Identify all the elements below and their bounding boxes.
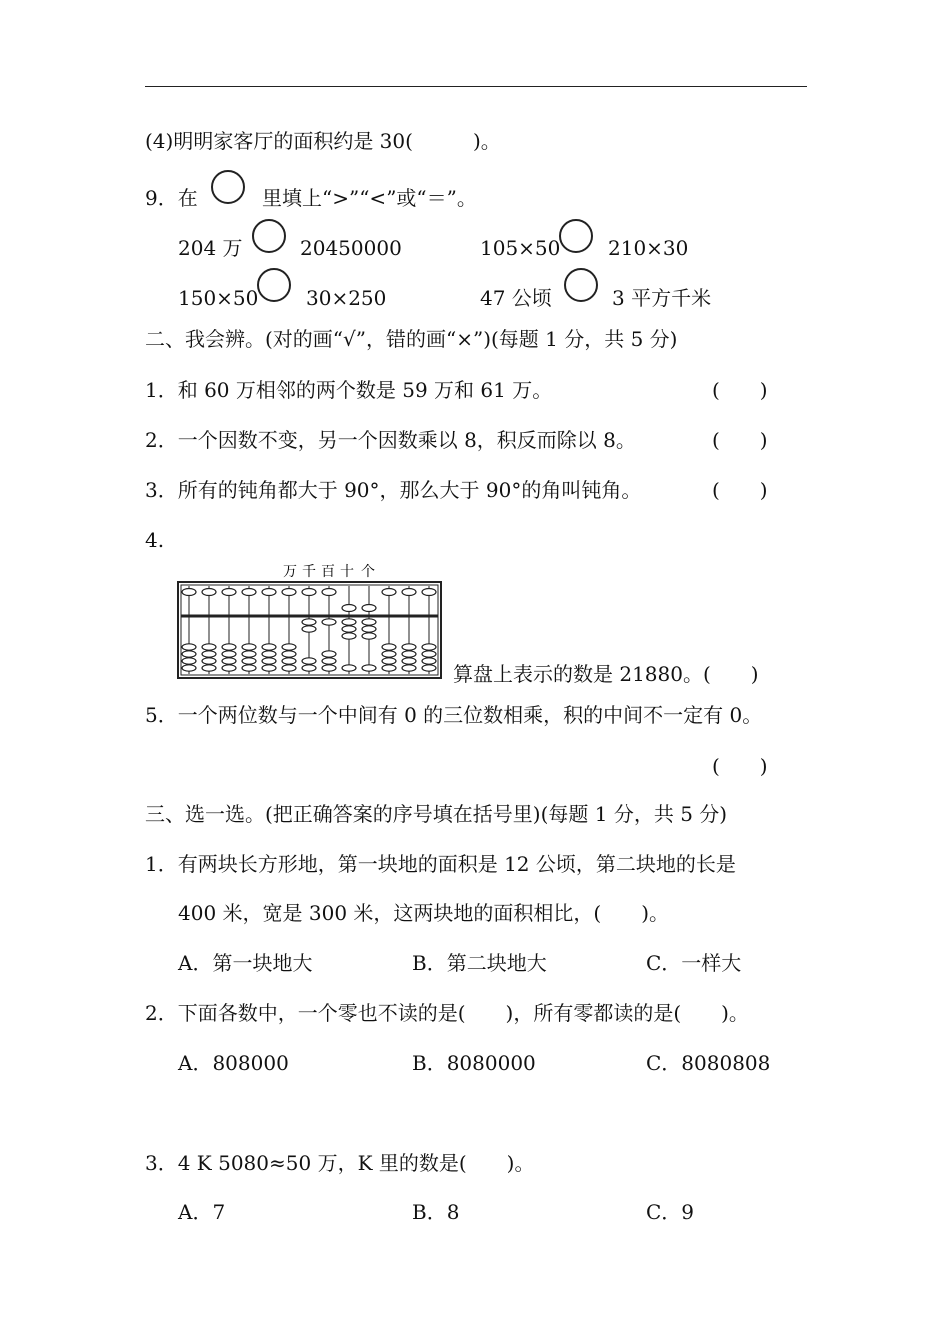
sec2-q4-text: 算盘上表示的数是 21880。( ) (453, 662, 759, 686)
abacus-label-bai: 百 (321, 564, 335, 580)
sec3-q1-line2: 400 米，宽是 300 米，这两块地的面积相比，( )。 (178, 901, 670, 925)
abacus-upper-bead (282, 589, 296, 596)
abacus-lower-bead (382, 665, 396, 671)
abacus-lower-bead (282, 665, 296, 671)
abacus-label-qian: 千 (302, 564, 316, 580)
q8-part4: (4)明明家客厅的面积约是 30( )。 (145, 129, 501, 153)
abacus-lower-bead (262, 665, 276, 671)
abacus-upper-bead (202, 589, 216, 596)
section2-title: 二、我会辨。(对的画“√”，错的画“×”)(每题 1 分，共 5 分) (145, 327, 678, 351)
sec2-q2-answer[interactable]: ( ) (712, 428, 768, 452)
abacus-lower-bead (182, 658, 196, 664)
abacus-lower-bead (422, 644, 436, 650)
abacus-lower-bead (302, 626, 316, 632)
abacus-lower-bead (362, 619, 376, 625)
abacus-lower-bead (262, 644, 276, 650)
q9-number: 9．在 (145, 186, 198, 210)
abacus-lower-bead (402, 651, 416, 657)
sec3-q2-option-b: B．8080000 (412, 1051, 536, 1075)
sec2-q5: 5．一个两位数与一个中间有 0 的三位数相乘，积的中间不一定有 0。 (145, 703, 763, 727)
sec2-q3: 3．所有的钝角都大于 90°，那么大于 90°的角叫钝角。 (145, 478, 642, 502)
abacus-lower-bead (282, 644, 296, 650)
abacus-upper-bead (242, 589, 256, 596)
abacus-upper-bead (422, 589, 436, 596)
abacus-lower-bead (342, 626, 356, 632)
abacus-lower-bead (342, 665, 356, 671)
sec3-q1-line1: 1．有两块长方形地，第一块地的面积是 12 公顷，第二块地的长是 (145, 852, 736, 876)
abacus-lower-bead (222, 651, 236, 657)
abacus-lower-bead (262, 658, 276, 664)
abacus-lower-bead (362, 626, 376, 632)
abacus-lower-bead (422, 658, 436, 664)
abacus-upper-bead (362, 605, 376, 612)
abacus-lower-bead (382, 658, 396, 664)
abacus-lower-bead (242, 665, 256, 671)
abacus-upper-bead (182, 589, 196, 596)
abacus-upper-bead (302, 589, 316, 596)
q9-item3-left: 150×50 (178, 286, 259, 310)
abacus-lower-bead (242, 644, 256, 650)
sec2-q2: 2．一个因数不变，另一个因数乘以 8，积反而除以 8。 (145, 428, 636, 452)
abacus-label-wan: 万 (283, 564, 297, 580)
top-rule (145, 86, 807, 87)
abacus-lower-bead (302, 665, 316, 671)
abacus-lower-bead (322, 619, 336, 625)
compare-circle[interactable] (211, 170, 245, 204)
sec3-q2: 2．下面各数中，一个零也不读的是( )，所有零都读的是( )。 (145, 1001, 749, 1025)
abacus-lower-bead (302, 619, 316, 625)
abacus-upper-bead (222, 589, 236, 596)
abacus-label-shi: 十 (340, 564, 354, 580)
q9-item3-right: 30×250 (306, 286, 387, 310)
q9-instruction: 里填上“>”“<”或“＝”。 (262, 186, 477, 210)
abacus-lower-bead (282, 658, 296, 664)
q9-item4-circle[interactable] (564, 268, 598, 302)
abacus-lower-bead (262, 651, 276, 657)
q9-item2-left: 105×50 (480, 236, 561, 260)
abacus-lower-bead (422, 651, 436, 657)
abacus-lower-bead (202, 658, 216, 664)
abacus-label-ge: 个 (361, 564, 375, 580)
abacus-lower-bead (402, 665, 416, 671)
abacus-lower-bead (242, 658, 256, 664)
abacus-lower-bead (282, 651, 296, 657)
sec2-q5-answer[interactable]: ( ) (712, 754, 768, 778)
abacus-upper-bead (262, 589, 276, 596)
abacus-lower-bead (202, 644, 216, 650)
abacus-lower-bead (222, 665, 236, 671)
sec2-q4-number: 4. (145, 528, 165, 552)
abacus-lower-bead (242, 651, 256, 657)
sec2-q1: 1．和 60 万相邻的两个数是 59 万和 61 万。 (145, 378, 553, 402)
abacus-lower-bead (302, 658, 316, 664)
section3-title: 三、选一选。(把正确答案的序号填在括号里)(每题 1 分，共 5 分) (145, 802, 728, 826)
abacus-lower-bead (402, 658, 416, 664)
sec3-q1-option-b: B．第二块地大 (412, 951, 547, 975)
abacus-lower-bead (182, 665, 196, 671)
abacus-lower-bead (182, 651, 196, 657)
abacus-lower-bead (402, 644, 416, 650)
abacus-figure (177, 560, 443, 680)
q9-item4-right: 3 平方千米 (612, 286, 712, 310)
q9-item1-circle[interactable] (252, 219, 286, 253)
abacus-lower-bead (342, 619, 356, 625)
q9-item3-circle[interactable] (257, 268, 291, 302)
abacus-lower-bead (342, 633, 356, 639)
abacus-upper-bead (402, 589, 416, 596)
q9-item1-right: 20450000 (300, 236, 402, 260)
sec3-q2-option-c: C．8080808 (646, 1051, 771, 1075)
abacus-upper-bead (342, 605, 356, 612)
abacus-lower-bead (322, 658, 336, 664)
abacus-lower-bead (322, 665, 336, 671)
abacus-lower-bead (382, 651, 396, 657)
sec3-q3-option-b: B．8 (412, 1200, 460, 1224)
abacus-lower-bead (202, 665, 216, 671)
abacus-lower-bead (362, 665, 376, 671)
abacus-lower-bead (422, 665, 436, 671)
abacus-lower-bead (322, 651, 336, 657)
sec3-q2-option-a: A．808000 (178, 1051, 289, 1075)
abacus-upper-bead (322, 589, 336, 596)
abacus-lower-bead (362, 633, 376, 639)
q9-item4-left: 47 公顷 (480, 286, 552, 310)
abacus-upper-bead (382, 589, 396, 596)
abacus-lower-bead (182, 644, 196, 650)
abacus-lower-bead (222, 644, 236, 650)
abacus-lower-bead (202, 651, 216, 657)
sec3-q1-option-a: A．第一块地大 (178, 951, 313, 975)
sec3-q1-option-c: C．一样大 (646, 951, 742, 975)
sec3-q3-option-c: C．9 (646, 1200, 695, 1224)
q9-item2-circle[interactable] (559, 219, 593, 253)
q9-item2-right: 210×30 (608, 236, 689, 260)
sec2-q3-answer[interactable]: ( ) (712, 478, 768, 502)
sec3-q3: 3．4 K 5080≈50 万，K 里的数是( )。 (145, 1151, 535, 1175)
sec2-q1-answer[interactable]: ( ) (712, 378, 768, 402)
sec3-q3-option-a: A．7 (178, 1200, 226, 1224)
q9-item1-left: 204 万 (178, 236, 243, 260)
abacus-lower-bead (382, 644, 396, 650)
abacus-lower-bead (222, 658, 236, 664)
